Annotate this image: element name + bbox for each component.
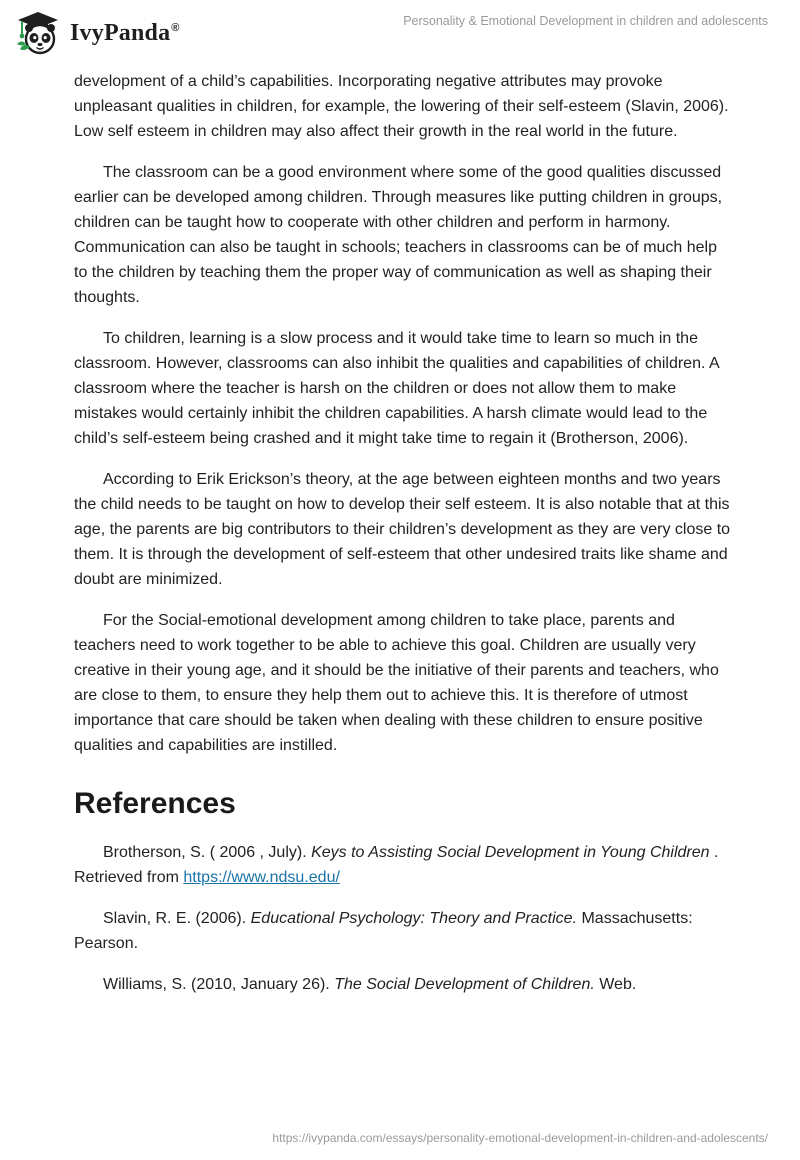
reference-authors: Williams, S. (2010, January 26). (103, 976, 335, 993)
reference-entry (74, 840, 734, 890)
references-heading: References (74, 787, 236, 820)
body-paragraph: development of a child’s capabilities. Incorporating negative attributes may provoke unpleasant qualities in children, for example, the lowering of their self-esteem (Slavin, 2006). Low self esteem in children may also affect their growth in the real world in the future. (74, 73, 729, 140)
registered-mark: ® (171, 21, 180, 34)
body-paragraph: To children, learning is a slow process and it would take time to learn so much in the classroom. However, classrooms can also inhibit the qualities and capabilities of children. A classroom where the teacher is harsh on the children or does not allow them to make mistakes would certainly inhibit the children capabilities. A harsh climate would lead to the child’s self-esteem being crashed and it might take time to regain it (Brotherson, 2006). (74, 330, 719, 447)
page-header (0, 0, 800, 64)
ivypanda-logo[interactable] (14, 8, 204, 58)
reference-entry (74, 906, 734, 956)
reference-title: Keys to Assisting Social Development in Young Children (311, 844, 710, 861)
document-title: Personality & Emotional Development in children and adolescents (403, 14, 768, 28)
body-paragraph: For the Social-emotional development among children to take place, parents and teachers need to work together to be able to achieve this goal. Children are usually very creative in their young age, and it should be the initiative of their parents and teachers, who are close to them, to ensure they help them out to achieve this. It is therefore of utmost importance that care should be taken when dealing with these children to ensure positive qualities and capabilities are instilled. (74, 612, 719, 754)
panda-graduate-icon (14, 9, 62, 57)
footer-source-url: https://ivypanda.com/essays/personality-emotional-development-in-children-and-adolescents/ (272, 1131, 768, 1145)
reference-entry (74, 972, 734, 997)
body-paragraph: The classroom can be a good environment where some of the good qualities discussed earlier can be developed among children. Through measures like putting children in groups, children can be taught how to cooperate with other children and perform in harmony. Communication can also be taught in schools; teachers in classrooms can be of much help to the children by teaching them the proper way of communication as well as shaping their thoughts. (74, 164, 723, 306)
logo-wordmark: IvyPanda® (70, 19, 180, 46)
reference-title: The Social Development of Children. (334, 976, 595, 993)
body-paragraph: According to Erik Erickson’s theory, at the age between eighteen months and two years the child needs to be taught on how to develop their self esteem. It is also notable that at this age, the parents are big contributors to their children’s development as they are very close to them. It is through the development of self-esteem that other undesired traits like shame and doubt are minimized. (74, 471, 731, 588)
reference-title: Educational Psychology: Theory and Practice. (250, 910, 578, 927)
reference-source: Web. (594, 976, 637, 993)
essay-content (74, 69, 734, 1013)
reference-authors: Brotherson, S. ( 2006 , July). (103, 844, 312, 861)
reference-authors: Slavin, R. E. (2006). (103, 910, 251, 927)
reference-link[interactable]: https://www.ndsu.edu/ (183, 869, 340, 886)
reference-source: . Retrieved from (74, 844, 719, 886)
reference-source: Massachusetts: Pearson. (74, 910, 693, 952)
